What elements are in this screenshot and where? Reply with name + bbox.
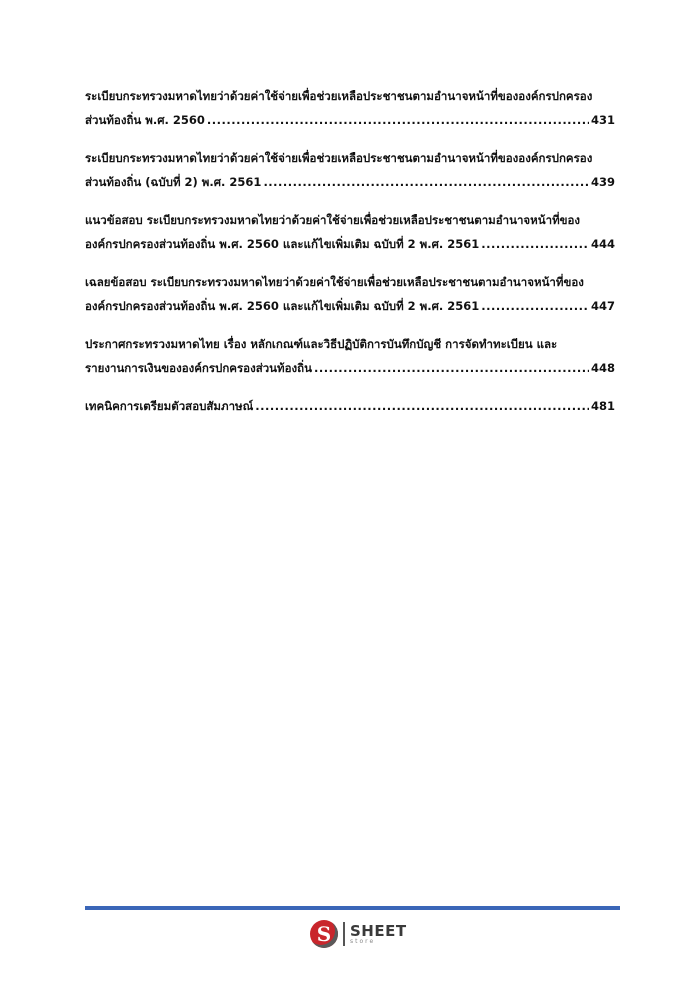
sheet-store-logo xyxy=(310,920,407,948)
dot-leader xyxy=(481,232,589,256)
toc-entry-last-line xyxy=(85,232,615,256)
table-of-contents xyxy=(85,84,615,432)
toc-entry-line: ประกาศกระทรวงมหาดไทย เรื่อง หลักเกณฑ์และวิธีปฏิบัติการบันทึกบัญชี การจัดทำทะเบียน และ xyxy=(85,337,558,351)
toc-entry-line: ระเบียบกระทรวงมหาดไทยว่าด้วยค่าใช้จ่ายเพื่อช่วยเหลือประชาชนตามอำนาจหน้าที่ขององค์กรปกครอง xyxy=(85,89,593,103)
toc-entry-title-end: รายงานการเงินขององค์กรปกครองส่วนท้องถิ่น xyxy=(85,361,312,375)
toc-entry-line: ระเบียบกระทรวงมหาดไทยว่าด้วยค่าใช้จ่ายเพื่อช่วยเหลือประชาชนตามอำนาจหน้าที่ขององค์กรปกครอง xyxy=(85,151,593,165)
toc-entry-title-end: ส่วนท้องถิ่น พ.ศ. 2560 xyxy=(85,113,205,127)
toc-entry-line: แนวข้อสอบ ระเบียบกระทรวงมหาดไทยว่าด้วยค่าใช้จ่ายเพื่อช่วยเหลือประชาชนตามอำนาจหน้าที่ของ xyxy=(85,213,581,227)
toc-page-number: 447 xyxy=(590,299,615,313)
toc-entry-last-line xyxy=(85,394,615,418)
dot-leader xyxy=(263,170,589,194)
logo-divider xyxy=(343,922,345,946)
dot-leader xyxy=(255,394,589,418)
toc-entry[interactable] xyxy=(85,84,615,132)
toc-entry[interactable] xyxy=(85,208,615,256)
toc-page-number: 448 xyxy=(590,361,615,375)
toc-entry[interactable] xyxy=(85,270,615,318)
toc-entry[interactable] xyxy=(85,394,615,418)
sheet-store-logo-icon: S xyxy=(310,920,338,948)
toc-page-number: 481 xyxy=(590,399,615,413)
toc-entry[interactable] xyxy=(85,146,615,194)
toc-page-number: 444 xyxy=(590,237,615,251)
logo-title: SHEET xyxy=(350,921,407,940)
footer-rule xyxy=(85,906,620,910)
dot-leader xyxy=(481,294,589,318)
toc-entry-title-end: เทคนิคการเตรียมตัวสอบสัมภาษณ์ xyxy=(85,399,254,413)
logo-subtitle: store xyxy=(350,937,376,945)
dot-leader xyxy=(314,356,589,380)
logo-wordmark xyxy=(350,921,407,945)
toc-entry-last-line xyxy=(85,170,615,194)
toc-entry-last-line xyxy=(85,294,615,318)
toc-entry[interactable] xyxy=(85,332,615,380)
toc-entry-last-line xyxy=(85,356,615,380)
toc-entry-last-line xyxy=(85,108,615,132)
dot-leader xyxy=(207,108,589,132)
toc-page-number: 431 xyxy=(590,113,615,127)
toc-entry-title-end: องค์กรปกครองส่วนท้องถิ่น พ.ศ. 2560 และแก้ไขเพิ่มเติม ฉบับที่ 2 พ.ศ. 2561 xyxy=(85,299,480,313)
toc-entry-title-end: ส่วนท้องถิ่น (ฉบับที่ 2) พ.ศ. 2561 xyxy=(85,175,262,189)
toc-entry-line: เฉลยข้อสอบ ระเบียบกระทรวงมหาดไทยว่าด้วยค่าใช้จ่ายเพื่อช่วยเหลือประชาชนตามอำนาจหน้าที่ของ xyxy=(85,275,584,289)
toc-page-number: 439 xyxy=(590,175,615,189)
toc-entry-title-end: องค์กรปกครองส่วนท้องถิ่น พ.ศ. 2560 และแก้ไขเพิ่มเติม ฉบับที่ 2 พ.ศ. 2561 xyxy=(85,237,480,251)
